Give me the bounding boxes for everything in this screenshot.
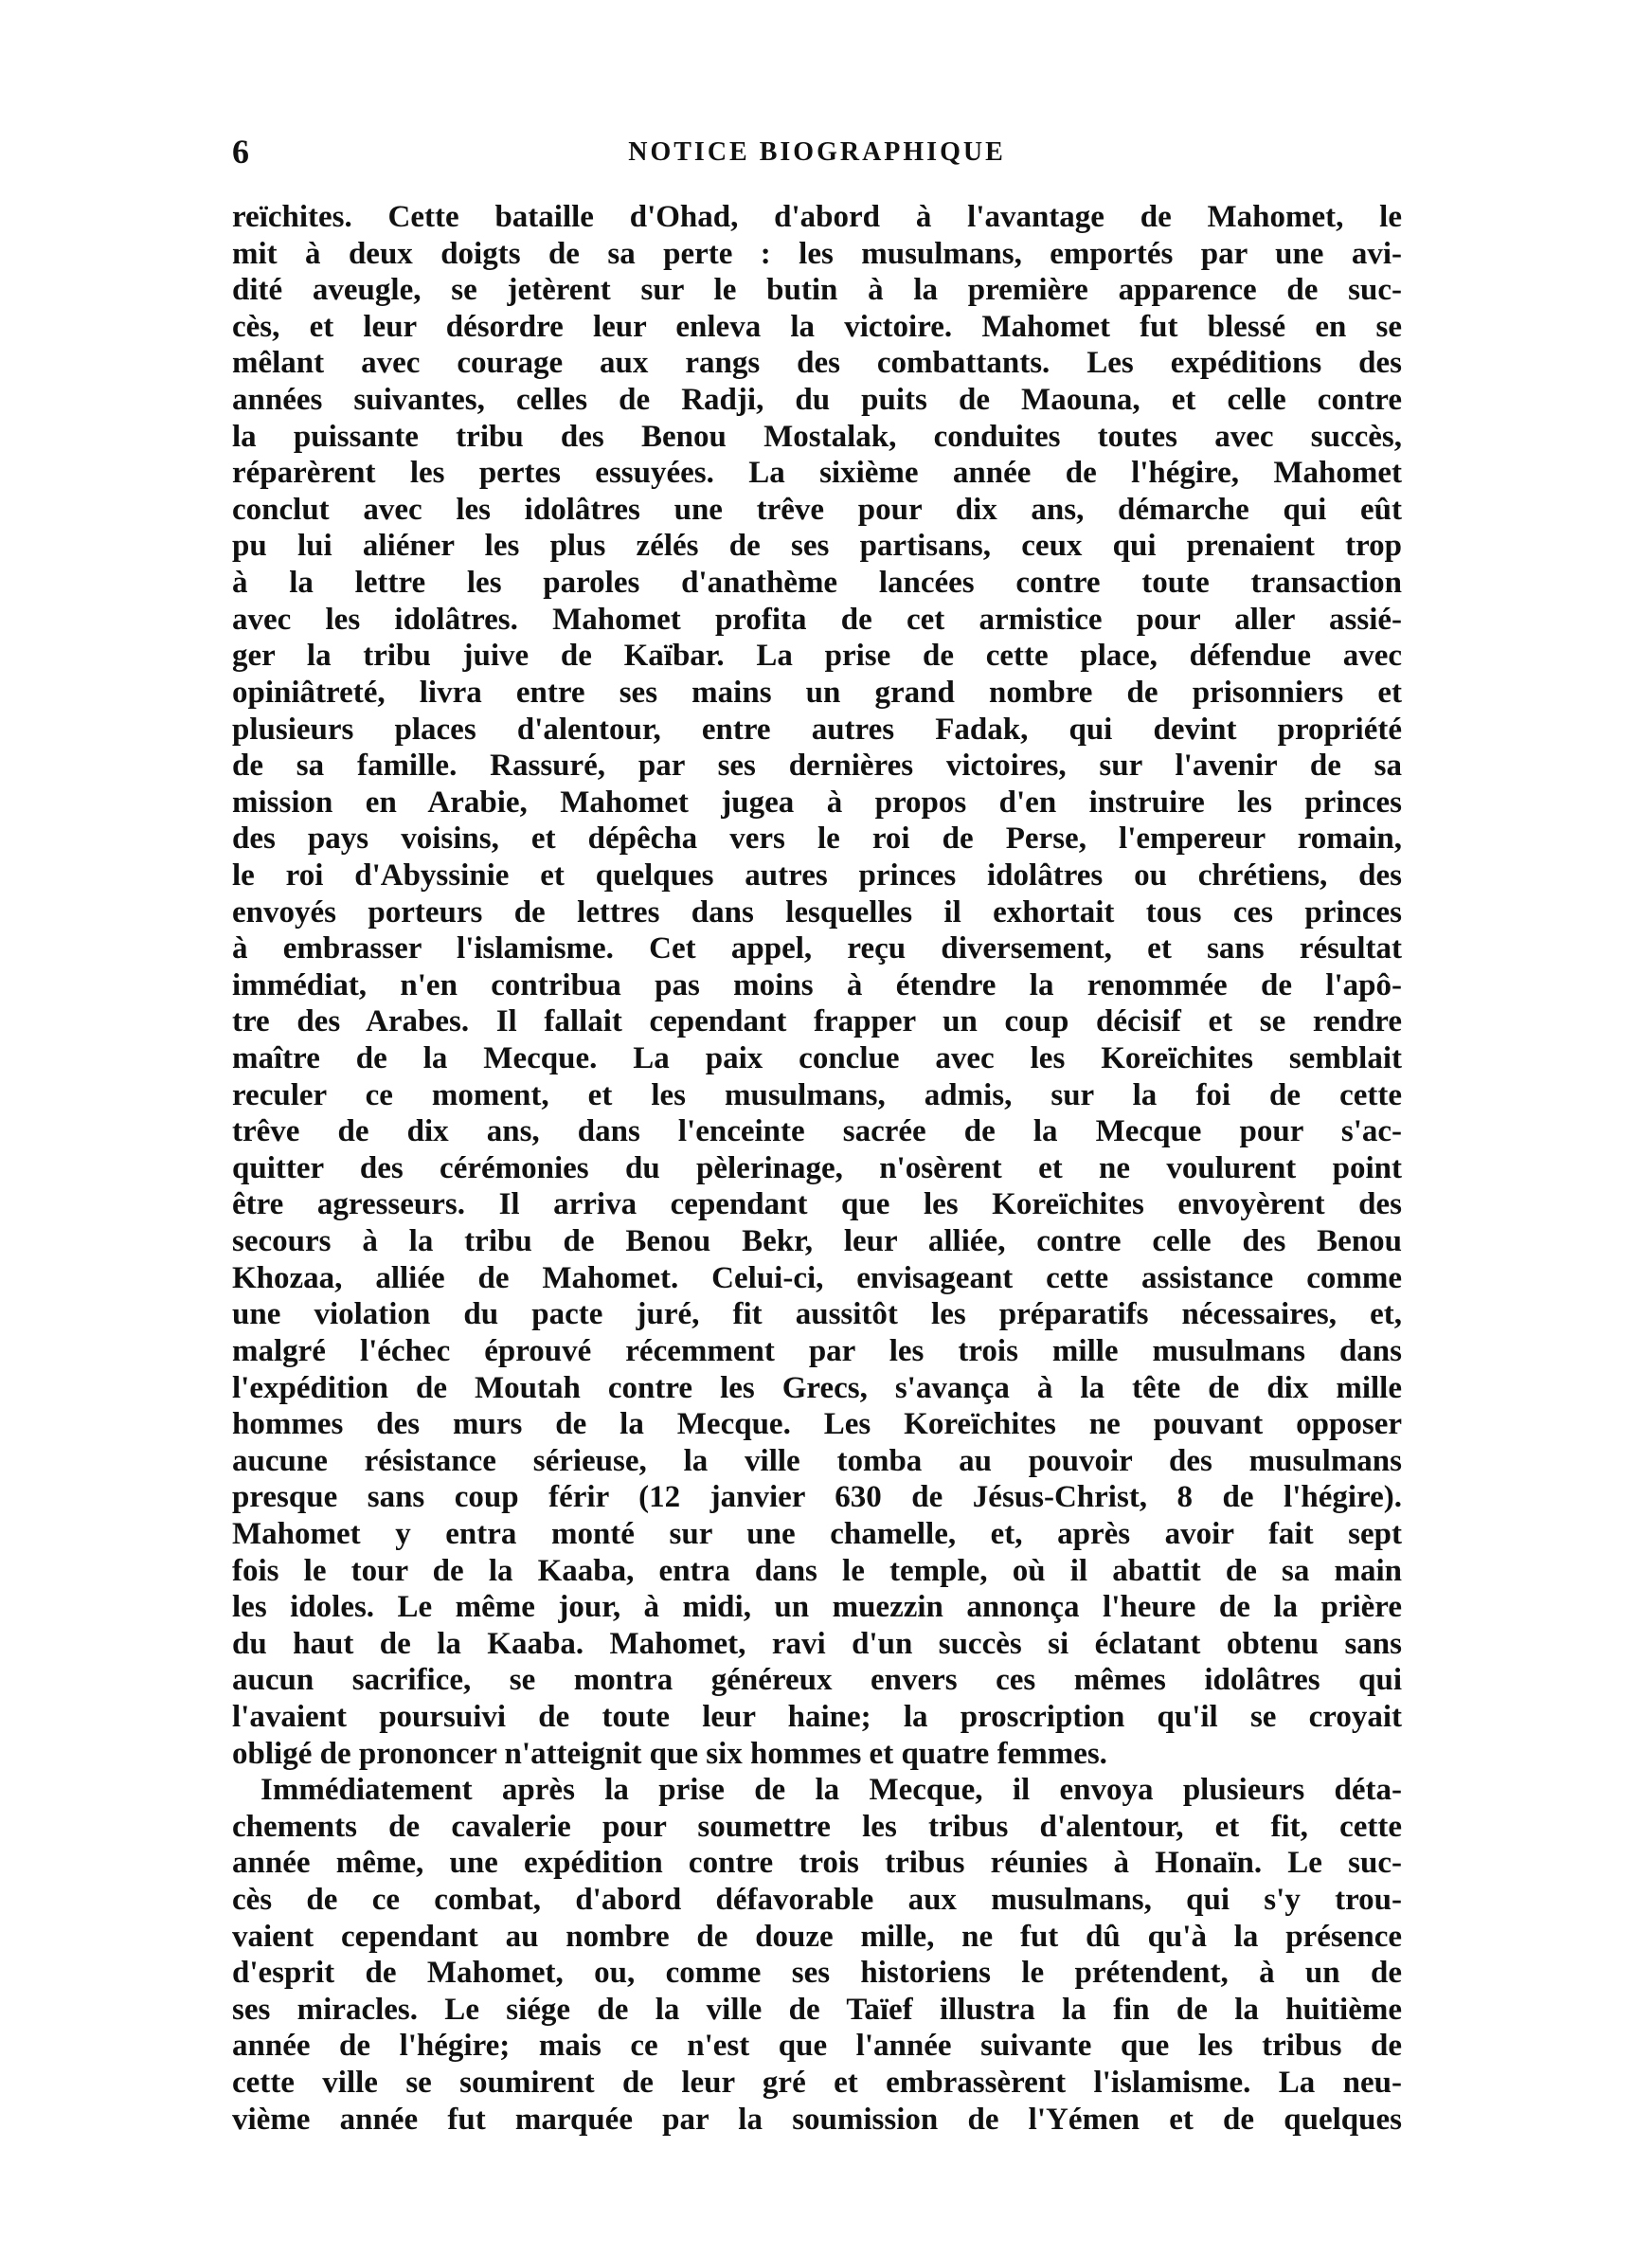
text-line: Khozaa, alliée de Mahomet. Celui-ci, envisageant cette assistance comme xyxy=(232,1260,1402,1295)
text-line: à la lettre les paroles d'anathème lancées contre toute transaction xyxy=(232,566,1402,601)
text-line: opiniâtreté, livra entre ses mains un grand nombre de prisonniers et xyxy=(232,675,1402,710)
text-line: obligé de prononcer n'atteignit que six hommes et quatre femmes. xyxy=(232,1736,1107,1771)
running-title: NOTICE BIOGRAPHIQUE xyxy=(628,137,1006,167)
text-line: d'esprit de Mahomet, ou, comme ses historiens le prétendent, à un de xyxy=(232,1956,1402,1991)
page-header xyxy=(232,133,1402,171)
text-line: mêlant avec courage aux rangs des combattants. Les expéditions des xyxy=(232,346,1402,381)
text-line: être agresseurs. Il arriva cependant que les Koreïchites envoyèrent des xyxy=(232,1187,1402,1222)
text-line: plusieurs places d'alentour, entre autres Fadak, qui devint propriété xyxy=(232,712,1402,747)
text-line: la puissante tribu des Benou Mostalak, conduites toutes avec succès, xyxy=(232,419,1402,454)
page-number: 6 xyxy=(232,133,249,171)
text-line: une violation du pacte juré, fit aussitôt les préparatifs nécessaires, et, xyxy=(232,1297,1402,1332)
text-line: malgré l'échec éprouvé récemment par les trois mille musulmans dans xyxy=(232,1333,1402,1368)
text-line: ger la tribu juive de Kaïbar. La prise de cette place, défendue avec xyxy=(232,639,1402,674)
text-line: reculer ce moment, et les musulmans, admis, sur la foi de cette xyxy=(232,1077,1402,1112)
text-line: mission en Arabie, Mahomet jugea à propos d'en instruire les princes xyxy=(232,785,1402,820)
text-line: l'avaient poursuivi de toute leur haine; la proscription qu'il se croyait xyxy=(232,1699,1402,1734)
text-line: cès, et leur désordre leur enleva la victoire. Mahomet fut blessé en se xyxy=(232,309,1402,344)
text-line: fois le tour de la Kaaba, entra dans le temple, où il abattit de sa main xyxy=(232,1553,1402,1588)
text-line: à embrasser l'islamisme. Cet appel, reçu diversement, et sans résultat xyxy=(232,931,1402,966)
text-line: du haut de la Kaaba. Mahomet, ravi d'un succès si éclatant obtenu sans xyxy=(232,1626,1402,1661)
text-line: secours à la tribu de Benou Bekr, leur alliée, contre celle des Benou xyxy=(232,1224,1402,1259)
text-line: les idoles. Le même jour, à midi, un muezzin annonça l'heure de la prière xyxy=(232,1590,1402,1625)
text-line: année de l'hégire; mais ce n'est que l'année suivante que les tribus de xyxy=(232,2029,1402,2064)
text-line: conclut avec les idolâtres une trêve pour dix ans, démarche qui eût xyxy=(232,492,1402,527)
text-line: chements de cavalerie pour soumettre les tribus d'alentour, et fit, cette xyxy=(232,1809,1402,1844)
text-line: ses miracles. Le siége de la ville de Taïef illustra la fin de la huitième xyxy=(232,1992,1402,2027)
text-line: envoyés porteurs de lettres dans lesquelles il exhortait tous ces princes xyxy=(232,894,1402,930)
text-line: le roi d'Abyssinie et quelques autres princes idolâtres ou chrétiens, des xyxy=(232,858,1402,893)
text-line: reïchites. Cette bataille d'Ohad, d'abord à l'avantage de Mahomet, le xyxy=(232,200,1402,234)
text-line: vième année fut marquée par la soumission de l'Yémen et de quelques xyxy=(232,2102,1402,2137)
text-line: mit à deux doigts de sa perte : les musulmans, emportés par une avi- xyxy=(232,236,1402,271)
text-line: Mahomet y entra monté sur une chamelle, et, après avoir fait sept xyxy=(232,1516,1402,1551)
text-line: l'expédition de Moutah contre les Grecs, s'avança à la tête de dix mille xyxy=(232,1370,1402,1405)
text-line: réparèrent les pertes essuyées. La sixième année de l'hégire, Mahomet xyxy=(232,456,1402,491)
body-text xyxy=(232,199,1402,2138)
text-line: de sa famille. Rassuré, par ses dernières victoires, sur l'avenir de sa xyxy=(232,749,1402,784)
text-line: vaient cependant au nombre de douze mille, ne fut dû qu'à la présence xyxy=(232,1919,1402,1954)
text-line: tre des Arabes. Il fallait cependant frapper un coup décisif et se rendre xyxy=(232,1004,1402,1039)
text-line: aucune résistance sérieuse, la ville tomba au pouvoir des musulmans xyxy=(232,1443,1402,1478)
text-line: des pays voisins, et dépêcha vers le roi de Perse, l'empereur romain, xyxy=(232,822,1402,857)
text-line: immédiat, n'en contribua pas moins à étendre la renommée de l'apô- xyxy=(232,967,1402,1002)
text-line: aucun sacrifice, se montra généreux envers ces mêmes idolâtres qui xyxy=(232,1663,1402,1698)
text-line: année même, une expédition contre trois tribus réunies à Honaïn. Le suc- xyxy=(232,1846,1402,1881)
text-line: cès de ce combat, d'abord défavorable aux musulmans, qui s'y trou- xyxy=(232,1883,1402,1918)
text-line: cette ville se soumirent de leur gré et embrassèrent l'islamisme. La neu- xyxy=(232,2066,1402,2101)
text-line: presque sans coup férir (12 janvier 630 de Jésus-Christ, 8 de l'hégire). xyxy=(232,1480,1402,1515)
text-line: années suivantes, celles de Radji, du puits de Maouna, et celle contre xyxy=(232,383,1402,418)
text-line: trêve de dix ans, dans l'enceinte sacrée de la Mecque pour s'ac- xyxy=(232,1114,1402,1149)
text-line: Immédiatement après la prise de la Mecque, il envoya plusieurs déta- xyxy=(260,1773,1402,1808)
text-line: avec les idolâtres. Mahomet profita de cet armistice pour aller assié- xyxy=(232,602,1402,637)
text-line: pu lui aliéner les plus zélés de ses partisans, ceux qui prenaient trop xyxy=(232,529,1402,564)
text-line: quitter des cérémonies du pèlerinage, n'osèrent et ne voulurent point xyxy=(232,1150,1402,1185)
text-line: hommes des murs de la Mecque. Les Koreïchites ne pouvant opposer xyxy=(232,1407,1402,1442)
text-line: maître de la Mecque. La paix conclue avec les Koreïchites semblait xyxy=(232,1041,1402,1076)
text-line: dité aveugle, se jetèrent sur le butin à la première apparence de suc- xyxy=(232,273,1402,308)
